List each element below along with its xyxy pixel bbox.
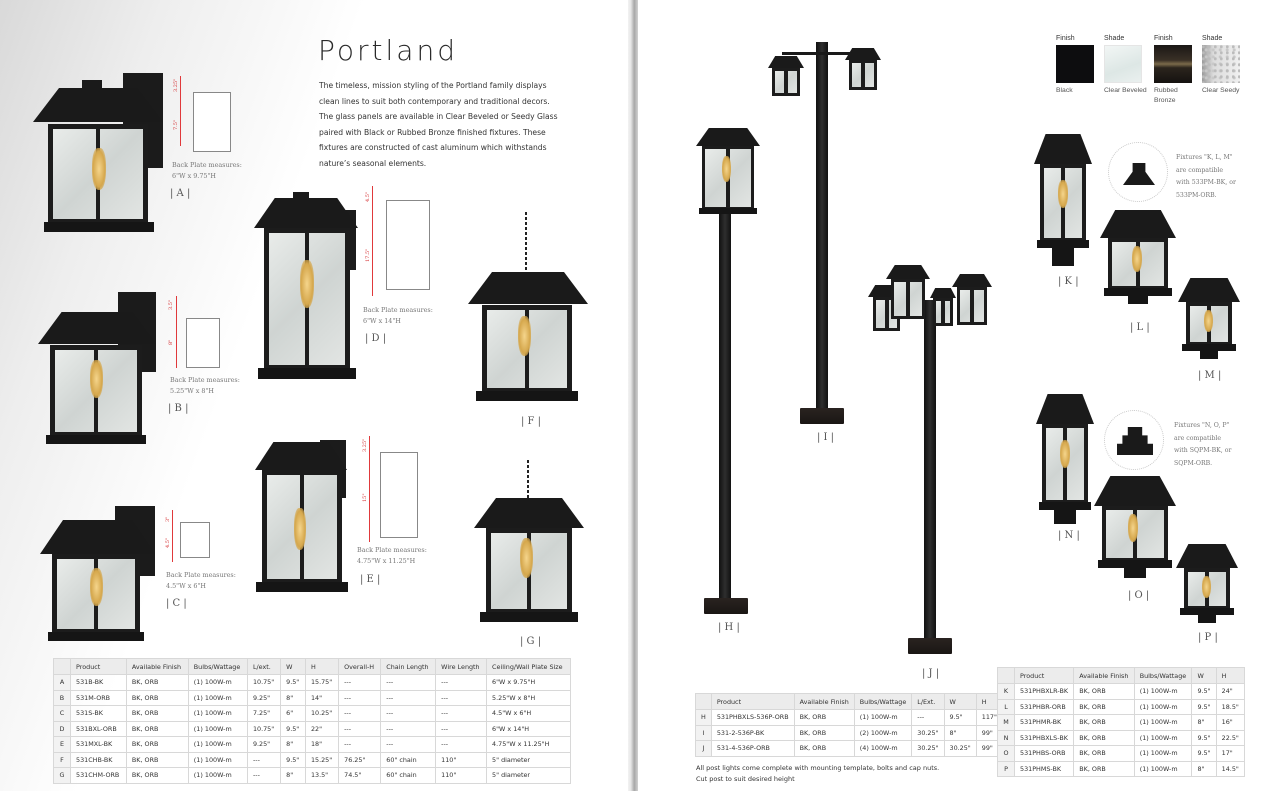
compat-note-klm: Fixtures "K, L, M" are compatible with 533PM-BK, or 533PM-ORB. [1176, 154, 1236, 199]
dimension-line [172, 510, 173, 562]
label-p: | P | [1198, 632, 1218, 643]
label-o: | O | [1128, 590, 1150, 601]
post-head-spec-table [997, 667, 1245, 777]
dim-bottom-a: 7.5" [173, 119, 179, 130]
label-m: | M | [1198, 370, 1222, 381]
left-page [0, 0, 628, 791]
table-row: B 531M-ORB BK, ORB (1) 100W-m 9.25" 8" 14" --- --- --- 5.25"W x 8"H [54, 690, 571, 706]
label-f: | F | [521, 416, 542, 427]
dim-top-a: 3.25" [173, 78, 179, 92]
table-row: C 531S-BK BK, ORB (1) 100W-m 7.25" 6" 10.25" --- --- --- 4.5"W x 6"H [54, 706, 571, 722]
table-row: O 531PHBS-ORB BK, ORB (1) 100W-m 9.5" 17" [998, 746, 1245, 762]
post-light-spec-table [695, 693, 1003, 757]
intro-paragraph: The timeless, mission styling of the Portland family displays clean lines to suit both contemporary and traditional decors. The glass panels are available in Clear Beveled or Seedy Glass paired with Black or Rubbed Bronze finished fixtures. These fixtures are constructed of cast aluminum which withstands nature’s seasonal elements. [319, 81, 558, 168]
table-row: L 531PHBR-ORB BK, ORB (1) 100W-m 9.5" 18.5" [998, 699, 1245, 715]
plate-note-c: Back Plate measures: 4.5"W x 6"H [166, 571, 236, 590]
label-g: | G | [520, 636, 542, 647]
plate-note-b: Back Plate measures: 5.25"W x 8"H [170, 376, 240, 395]
label-a: | A | [170, 188, 191, 199]
dim-top-e: 3.25" [362, 438, 368, 452]
table-row: K 531PHBXLR-BK BK, ORB (1) 100W-m 9.5" 24" [998, 684, 1245, 700]
plate-note-d: Back Plate measures: 6"W x 14"H [363, 306, 433, 325]
dimension-line [369, 436, 370, 542]
line-drawing-d [386, 200, 430, 290]
dim-top-d: 4.5" [365, 191, 371, 202]
finish-rubbed-bronze-swatch [1154, 45, 1192, 83]
table-row: D 531BXL-ORB BK, ORB (1) 100W-m 10.75" 9.5" 22" --- --- --- 6"W x 14"H [54, 721, 571, 737]
plate-note-a: Back Plate measures: 6"W x 9.75"H [172, 161, 242, 180]
shade-clear-seedy-swatch [1202, 45, 1240, 83]
wall-and-hanging-spec-table [53, 658, 571, 784]
table-row: A 531B-BK BK, ORB (1) 100W-m 10.75" 9.5" 15.75" --- --- --- 6"W x 9.75"H [54, 675, 571, 691]
label-j: | J | [922, 668, 940, 679]
post-footnotes: All post lights come complete with mounting template, bolts and cap nuts. Cut post to suit desired height [696, 764, 940, 783]
label-h: | H | [718, 622, 740, 633]
post-mount-circle-klm [1108, 142, 1168, 202]
post-mount-circle-nop [1104, 410, 1164, 470]
label-c: | C | [166, 598, 187, 609]
table-row: P 531PHMS-BK BK, ORB (1) 100W-m 8" 14.5" [998, 761, 1245, 777]
label-n: | N | [1058, 530, 1080, 541]
line-drawing-b [186, 318, 220, 368]
line-drawing-a [193, 92, 231, 152]
label-e: | E | [360, 574, 381, 585]
table-row: E 531MXL-BK BK, ORB (1) 100W-m 9.25" 8" 18" --- --- --- 4.75"W x 11.25"H [54, 737, 571, 753]
dim-bottom-c: 4.5" [165, 537, 171, 548]
dim-top-c: 3" [165, 516, 171, 522]
table-row: F 531CHB-BK BK, ORB (1) 100W-m --- 9.5" 15.25" 76.25" 60" chain 110" 5" diameter [54, 752, 571, 768]
table-row: N 531PHBXLS-BK BK, ORB (1) 100W-m 9.5" 22.5" [998, 730, 1245, 746]
compat-note-nop: Fixtures "N, O, P" are compatible with SQPM-BK, or SQPM-ORB. [1174, 422, 1232, 467]
label-b: | B | [168, 403, 189, 414]
label-l: | L | [1130, 322, 1150, 333]
dimension-line [180, 76, 181, 146]
label-k: | K | [1058, 276, 1079, 287]
label-i: | I | [817, 432, 835, 443]
shade-clear-beveled-swatch [1104, 45, 1142, 83]
finish-black-swatch [1056, 45, 1094, 83]
swatch-clear-seedy: Shade Clear Seedy [1202, 35, 1240, 94]
plate-note-e: Back Plate measures: 4.75"W x 11.25"H [357, 546, 427, 565]
swatch-rubbed-bronze: Finish Rubbed Bronze [1154, 35, 1192, 106]
table-header-row: Product Available Finish Bulbs/Wattage L/Ext. W H [696, 694, 1003, 710]
table-row: J 531-4-536P-ORB BK, ORB (4) 100W-m 30.25" 30.25" 99" [696, 741, 1003, 757]
line-drawing-e [380, 452, 418, 538]
line-drawing-c [180, 522, 210, 558]
table-row: M 531PHMR-BK BK, ORB (1) 100W-m 8" 16" [998, 715, 1245, 731]
table-header-row: Product Available Finish Bulbs/Wattage L/ext. W H Overall-H Chain Length Wire Length Ceiling/Wall Plate Size [54, 659, 571, 675]
dim-bottom-d: 17.5" [365, 248, 371, 262]
page-title: Portland [318, 34, 458, 67]
dim-bottom-b: 8" [168, 339, 174, 345]
dimension-line [372, 186, 373, 296]
table-row: G 531CHM-ORB BK, ORB (1) 100W-m --- 8" 13.5" 74.5" 60" chain 110" 5" diameter [54, 768, 571, 784]
dimension-line [176, 296, 177, 368]
label-d: | D | [365, 333, 387, 344]
swatch-black: Finish Black [1056, 35, 1094, 96]
table-header-row: Product Available Finish Bulbs/Wattage W H [998, 668, 1245, 684]
dim-top-b: 3.5" [168, 299, 174, 310]
table-row: I 531-2-536P-BK BK, ORB (2) 100W-m 30.25" 8" 99" [696, 725, 1003, 741]
dim-bottom-e: 15" [362, 493, 368, 502]
table-row: H 531PHBXLS-536P-ORB BK, ORB (1) 100W-m --- 9.5" 117" [696, 710, 1003, 726]
swatch-clear-beveled: Shade Clear Beveled [1104, 35, 1147, 94]
